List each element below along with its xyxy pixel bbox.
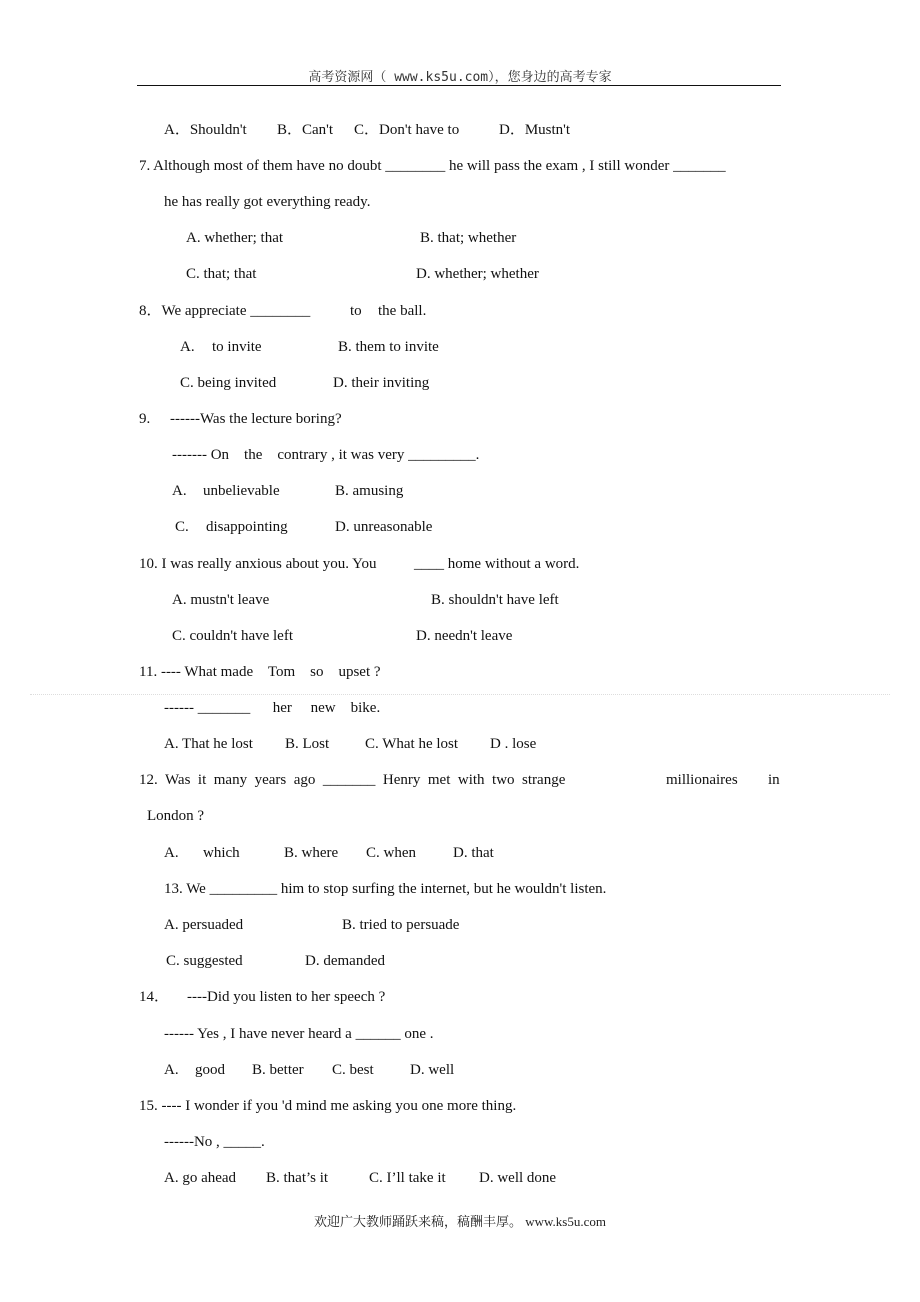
- q12-stem-in: in: [768, 772, 780, 788]
- q15-option-d: D. well done: [479, 1170, 557, 1186]
- q12-stem-millionaires: millionaires: [666, 772, 738, 788]
- q7-stem-cont: he has really got everything ready.: [164, 194, 371, 210]
- q6-option-d: D．Mustn't: [499, 122, 571, 138]
- q10-stem: 10. I was really anxious about you. You: [139, 556, 377, 572]
- q10-option-a: A. mustn't leave: [172, 592, 270, 608]
- q9-option-c-letter: C.: [175, 519, 189, 535]
- q6-option-b: B．Can't: [277, 122, 334, 138]
- q11-option-d: D . lose: [490, 736, 537, 752]
- q13-option-a: A. persuaded: [164, 917, 244, 933]
- q10-stem-end: ____ home without a word.: [414, 556, 580, 572]
- q8-option-a-letter: A.: [180, 339, 195, 355]
- q7-option-b: B. that; whether: [420, 230, 517, 246]
- q15-option-c: C. I’ll take it: [369, 1170, 446, 1186]
- q11-stem: 11. ---- What made Tom so upset ?: [139, 664, 381, 680]
- q8-stem-end: the ball.: [378, 303, 427, 319]
- page-footer: 欢迎广大教师踊跃来稿，稿酬丰厚。 www.ks5u.com: [313, 1214, 606, 1229]
- q10-option-b: B. shouldn't have left: [431, 592, 559, 608]
- q15-option-b: B. that’s it: [266, 1170, 329, 1186]
- q13-stem: 13. We _________ him to stop surfing the internet, but he wouldn't listen.: [164, 881, 607, 897]
- q12-option-d: D. that: [453, 845, 494, 861]
- q9-number: 9.: [139, 411, 151, 427]
- q8-option-a: to invite: [212, 339, 262, 355]
- q7-option-a: A. whether; that: [186, 230, 284, 246]
- q12-stem-cont: London ?: [147, 808, 205, 824]
- q7-option-c: C. that; that: [186, 266, 257, 282]
- q15-stem: 15. ---- I wonder if you 'd mind me asking you one more thing.: [139, 1098, 517, 1114]
- q8-option-d: D. their inviting: [333, 375, 430, 391]
- q14-option-b: B. better: [252, 1062, 304, 1078]
- q14-option-a-letter: A.: [164, 1062, 179, 1078]
- q11-option-b: B. Lost: [285, 736, 330, 752]
- q14-option-d: D. well: [410, 1062, 455, 1078]
- q7-option-d: D. whether; whether: [416, 266, 539, 282]
- q13-option-b: B. tried to persuade: [342, 917, 460, 933]
- q13-option-c: C. suggested: [166, 953, 243, 969]
- q10-option-c: C. couldn't have left: [172, 628, 294, 644]
- q14-number: 14．: [139, 989, 170, 1005]
- q7-stem: 7. Although most of them have no doubt ________ he will pass the exam , I still wonder _______: [139, 158, 726, 174]
- q9-option-a-letter: A.: [172, 483, 187, 499]
- q15-stem-cont: ------No , _____.: [164, 1134, 265, 1150]
- q14-stem: ----Did you listen to her speech ?: [187, 989, 386, 1005]
- q10-option-d: D. needn't leave: [416, 628, 513, 644]
- q6-option-a: A．Shouldn't: [164, 122, 247, 138]
- q12-option-a-letter: A.: [164, 845, 179, 861]
- q9-option-a: unbelievable: [203, 483, 280, 499]
- q12-stem: 12. Was it many years ago _______ Henry met with two strange: [139, 772, 566, 788]
- q12-option-a: which: [203, 845, 240, 861]
- q15-option-a: A. go ahead: [164, 1170, 237, 1186]
- q9-stem: ------Was the lecture boring?: [170, 411, 342, 427]
- q9-option-d: D. unreasonable: [335, 519, 433, 535]
- q9-option-c: disappointing: [206, 519, 288, 535]
- q11-option-c: C. What he lost: [365, 736, 459, 752]
- q6-option-c: C．Don't have to: [354, 122, 460, 138]
- dotted-divider: [30, 694, 890, 695]
- q8-option-b: B. them to invite: [338, 339, 439, 355]
- page-header: 高考资源网（ www.ks5u.com），您身边的高考专家: [308, 70, 612, 85]
- header-rule: [137, 85, 781, 86]
- q14-option-a: good: [195, 1062, 225, 1078]
- q11-stem-cont: ------ _______ her new bike.: [164, 700, 381, 716]
- q14-stem-cont: ------ Yes , I have never heard a ______ one .: [164, 1026, 434, 1042]
- q11-option-a: A. That he lost: [164, 736, 253, 752]
- q8-stem: 8．We appreciate ________: [139, 303, 311, 319]
- q8-option-c: C. being invited: [180, 375, 277, 391]
- q9-stem-cont: ------- On the contrary , it was very _________.: [172, 447, 480, 463]
- q12-option-b: B. where: [284, 845, 339, 861]
- q8-stem-to: to: [350, 303, 362, 319]
- q14-option-c: C. best: [332, 1062, 374, 1078]
- q9-option-b: B. amusing: [335, 483, 404, 499]
- q13-option-d: D. demanded: [305, 953, 385, 969]
- q12-option-c: C. when: [366, 845, 416, 861]
